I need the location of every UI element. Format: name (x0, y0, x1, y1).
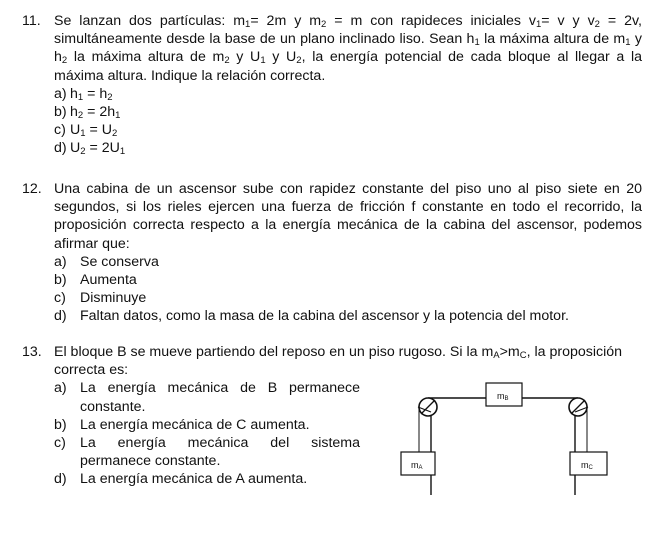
option-d[interactable] (54, 139, 642, 157)
option-text: La energía mecánica del sistema permanece constante. (80, 435, 360, 470)
option-letter: b) (54, 416, 67, 433)
question-11 (22, 12, 642, 158)
option-a[interactable] (54, 253, 642, 271)
option-letter: c) (54, 435, 66, 452)
option-letter: d) (54, 140, 67, 157)
option-text: La energía mecánica de B permanece constante. (80, 380, 360, 415)
option-b[interactable] (54, 271, 642, 289)
option-c[interactable] (54, 434, 360, 470)
option-a[interactable] (54, 85, 642, 103)
question-number: 12. (22, 181, 42, 197)
question-number: 11. (22, 13, 41, 29)
svg-text:mA: mA (411, 460, 423, 471)
pulley-diagram (398, 375, 628, 495)
option-letter: b) (54, 104, 67, 121)
block-b (486, 383, 522, 406)
svg-text:mC: mC (581, 460, 593, 471)
option-text: Disminuye (80, 290, 147, 307)
pulley-right (569, 398, 588, 416)
question-text: Se lanzan dos partículas: $m_1= 2m$ y $m_2 = m$ con rapideces iniciales $v_1= v$ y $v_2 = 2v$, simultáneamente desde la base de un plano inclinado liso. Sean $h_1$ la máxima altura de $m_1$ y $h_2$ la máxima altura de $m_2$ y $U_1$ y $U_2$, la energía potencial de cada bloque al llegar a la máxima altura. Indique la relación correcta. (54, 13, 642, 84)
option-text: $U_2 = 2U_1$ (70, 140, 126, 158)
option-letter: d) (54, 471, 67, 488)
option-text: Faltan datos, como la masa de la cabina del ascensor y la potencia del motor. (80, 308, 569, 325)
option-letter: a) (54, 253, 67, 270)
pulley-left (418, 398, 437, 416)
question-12 (22, 180, 642, 326)
option-d[interactable] (54, 307, 642, 325)
option-letter: b) (54, 272, 67, 289)
option-b[interactable] (54, 103, 642, 121)
option-text: $U_1 = U_2$ (70, 122, 118, 140)
option-text: La energía mecánica de C aumenta. (80, 416, 310, 433)
block-a (401, 452, 435, 475)
question-text: Una cabina de un ascensor sube con rapidez constante del piso uno al piso siete en 20 segundos, si los rieles ejercen una fuerza de fricción f constante en todo el recorrido, la proposición correcta respecto a la energía mecánica de la cabina del ascensor, podemos afirmar que: (54, 181, 642, 252)
option-c[interactable] (54, 121, 642, 139)
option-a[interactable] (54, 379, 360, 415)
block-c (570, 452, 607, 475)
option-letter: c) (54, 290, 66, 307)
option-d[interactable] (54, 470, 360, 488)
option-text: La energía mecánica de A aumenta. (80, 471, 308, 488)
option-letter: a) (54, 85, 67, 102)
option-letter: c) (54, 122, 66, 139)
option-letter: a) (54, 380, 67, 397)
option-text: Aumenta (80, 272, 137, 289)
option-text: Se conserva (80, 253, 159, 270)
option-b[interactable] (54, 416, 360, 434)
option-text: $h_1 = h_2$ (70, 85, 113, 103)
option-letter: d) (54, 308, 67, 325)
question-number: 13. (22, 344, 42, 360)
option-text: $h_2 = 2h_1$ (70, 104, 121, 122)
question-text: El bloque B se mueve partiendo del reposo en un piso rugoso. Si la $m_A>m_C$, la proposición correcta es: (54, 344, 623, 379)
option-c[interactable] (54, 289, 642, 307)
svg-text:mB: mB (497, 391, 509, 402)
